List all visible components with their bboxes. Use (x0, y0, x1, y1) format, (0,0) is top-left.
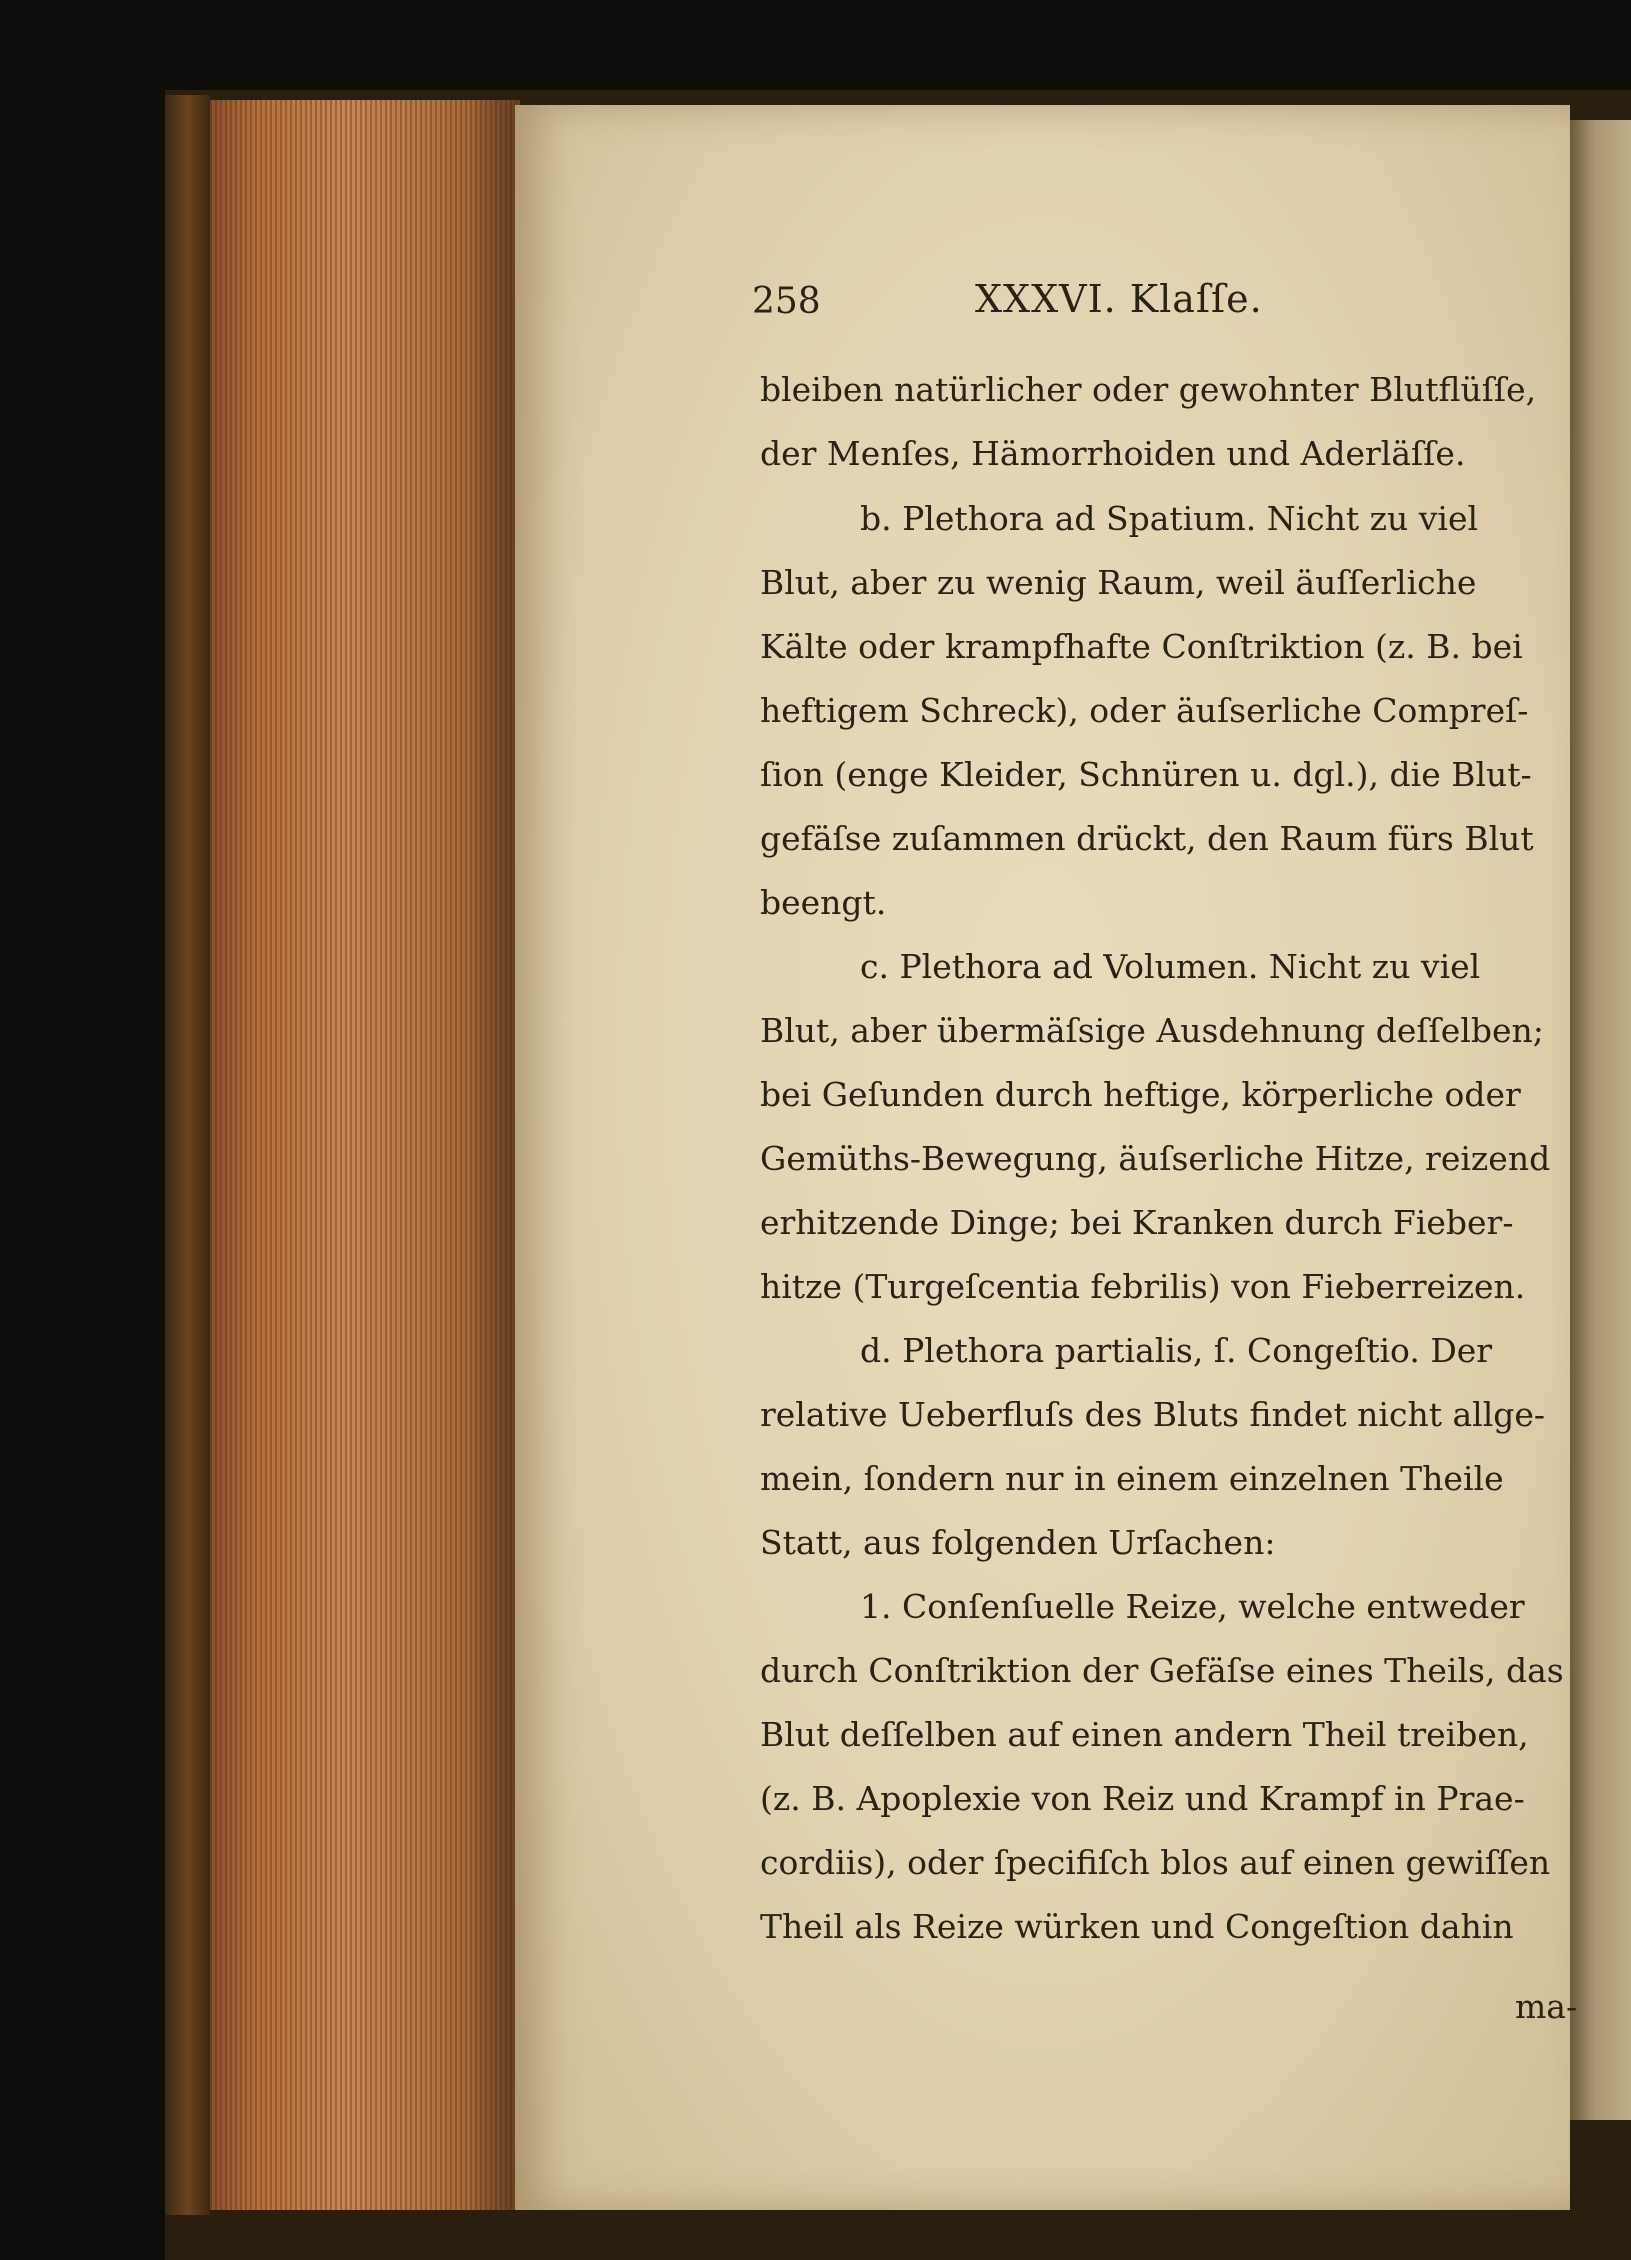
text-line: bei Geſunden durch heftige, körperliche oder (760, 1075, 1521, 1114)
text-line: 1. Conſenſuelle Reize, welche entweder (860, 1587, 1525, 1626)
text-line: d. Plethora partialis, ſ. Congeſtio. Der (860, 1331, 1493, 1370)
text-line: mein, ſondern nur in einem einzelnen Theile (760, 1459, 1504, 1498)
text-line: Kälte oder krampfhafte Conſtriktion (z. B. bei (760, 627, 1523, 666)
text-line: durch Conſtriktion der Gefäſse eines Theils, das (760, 1651, 1564, 1690)
text-line: Blut, aber zu wenig Raum, weil äuſſerliche (760, 563, 1477, 602)
text-line: c. Plethora ad Volumen. Nicht zu viel (860, 947, 1481, 986)
text-line: Blut, aber übermäſsige Ausdehnung deſſelben; (760, 1011, 1544, 1050)
text-line: beengt. (760, 883, 887, 922)
text-line: cordiis), oder ſpecifiſch blos auf einen gewiſſen (760, 1843, 1551, 1882)
page-number: 258 (752, 281, 821, 322)
text-line: relative Ueberfluſs des Bluts findet nicht allge- (760, 1395, 1546, 1434)
text-line: Blut deſſelben auf einen andern Theil treiben, (760, 1715, 1529, 1754)
text-line: ſion (enge Kleider, Schnüren u. dgl.), die Blut- (760, 755, 1532, 794)
book-cover-edge (165, 95, 210, 2215)
page-stack-shadow (470, 100, 520, 2210)
text-line: gefäſse zuſammen drückt, den Raum fürs Blut (760, 819, 1534, 858)
text-line: hitze (Turgeſcentia febrilis) von Fieberreizen. (760, 1267, 1526, 1306)
catchword: ma- (1515, 1987, 1578, 2026)
facing-page-edge (1570, 120, 1631, 2120)
text-line: bleiben natürlicher oder gewohnter Blutflüſſe, (760, 370, 1537, 409)
text-line: Statt, aus folgenden Urſachen: (760, 1523, 1276, 1562)
text-line: Theil als Reize würken und Congeſtion dahin (760, 1907, 1514, 1946)
text-line: Gemüths-Bewegung, äuſserliche Hitze, reizend (760, 1139, 1551, 1178)
text-line: der Menſes, Hämorrhoiden und Aderläſſe. (760, 434, 1466, 473)
running-head: XXXVI. Klaſſe. (975, 277, 1263, 321)
text-line: heftigem Schreck), oder äuſserliche Compreſ- (760, 691, 1529, 730)
text-line: b. Plethora ad Spatium. Nicht zu viel (860, 499, 1479, 538)
text-line: erhitzende Dinge; bei Kranken durch Fieber- (760, 1203, 1514, 1242)
text-line: (z. B. Apoplexie von Reiz und Krampf in Prae- (760, 1779, 1525, 1818)
